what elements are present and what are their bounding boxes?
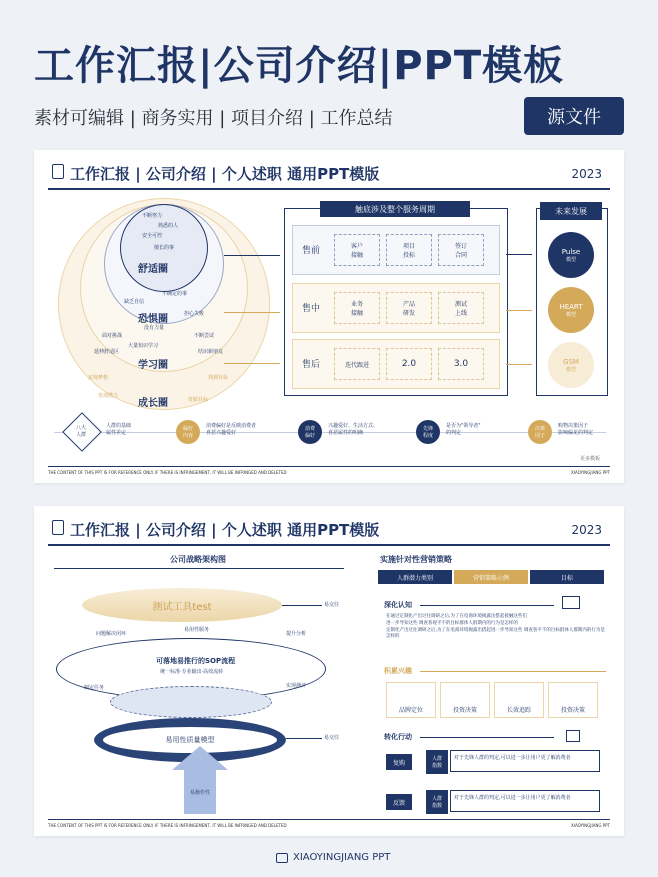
timeline-badge: 决策 因子 bbox=[528, 420, 552, 444]
action-text: 对于先锋人群的判定,可以进一步让用户更了解消费者 bbox=[450, 790, 600, 812]
title-divider bbox=[48, 188, 610, 190]
action-tag: 反馈 bbox=[386, 794, 412, 810]
up-arrow-icon bbox=[172, 746, 228, 770]
timeline-text: 是否为"领导者" 的判定 bbox=[446, 423, 481, 436]
ring-note: 担心失败 bbox=[184, 311, 205, 317]
ring-learn-label: 学习圈 bbox=[138, 360, 168, 371]
board-icon bbox=[562, 596, 580, 609]
action-badge: 人群 指数 bbox=[426, 790, 448, 814]
row-cell: 测试 上线 bbox=[438, 292, 484, 324]
ring-note: 不确定的事 bbox=[162, 291, 188, 297]
connector-line bbox=[506, 310, 532, 311]
row-label: 售前 bbox=[301, 245, 320, 256]
ring-fear-label: 恐惧圈 bbox=[138, 314, 168, 325]
model-heart[interactable] bbox=[548, 287, 594, 333]
service-title: 触底涉及整个服务周期 bbox=[320, 201, 470, 217]
section-interest: 积累兴趣 bbox=[384, 667, 412, 675]
ring-note: 缺乏自信 bbox=[124, 299, 145, 305]
row-cell: 3.0 bbox=[438, 348, 484, 380]
connector-line bbox=[506, 364, 532, 365]
card-label: 投资决策 bbox=[560, 707, 585, 714]
connector-line bbox=[224, 255, 280, 256]
timeline-badge: 消费 偏好 bbox=[298, 420, 322, 444]
left-section-title: 公司战略架构图 bbox=[170, 555, 226, 564]
page-title: 工作汇报|公司介绍|PPT模板 bbox=[34, 43, 565, 89]
timeline-text: 购物决策因子 影响偏见的判定 bbox=[558, 423, 594, 436]
row-cell: 产品 研发 bbox=[386, 292, 432, 324]
section-rule bbox=[420, 605, 554, 606]
ring-note: 擅长的事 bbox=[154, 245, 175, 251]
ring-note: 没有力量 bbox=[144, 325, 165, 331]
action-tag: 复购 bbox=[386, 754, 412, 770]
model-pulse[interactable] bbox=[548, 232, 594, 278]
model-label: 易用性质量模型 bbox=[165, 736, 215, 744]
row-label: 售中 bbox=[301, 303, 320, 314]
row-cell: 签订 合同 bbox=[438, 234, 484, 266]
connector-line bbox=[224, 312, 280, 313]
ring-note: 熟悉的人 bbox=[158, 223, 179, 229]
model-sub: 模型 bbox=[565, 256, 576, 263]
ring-note: 结识新朋友 bbox=[198, 349, 224, 355]
sop-title: 可落地易推行的SOP流程 bbox=[156, 657, 236, 665]
footer-disclaimer: THE CONTENT OF THIS PPT IS FOR REFERENCE ONLY. IF THERE IS INFRINGEMENT, IT WILL BE INFRINGED AND DELETED bbox=[48, 823, 287, 828]
model-name: HEART bbox=[559, 302, 583, 311]
slide-title: 工作汇报 | 公司介绍 | 个人述职 通用PPT模版 bbox=[70, 521, 380, 539]
orbit-point: 提升分析 bbox=[286, 631, 307, 637]
row-cell: 客户 接触 bbox=[334, 234, 380, 266]
sop-subtitle: 统一标准·专业输出·高效流转 bbox=[160, 669, 224, 675]
ring-comfort-label: 舒适圈 bbox=[138, 264, 168, 275]
future-title: 未来发展 bbox=[540, 202, 602, 220]
ring-grow-label: 成长圈 bbox=[138, 398, 168, 409]
leader-line bbox=[282, 605, 322, 606]
orbit-point: 实现测评 bbox=[286, 683, 307, 689]
section-action: 转化行动 bbox=[384, 733, 412, 741]
action-badge: 人群 指数 bbox=[426, 750, 448, 774]
timeline-badge: 先锋 程度 bbox=[416, 420, 440, 444]
footer-brand: XIAOYINGJIANG PPT bbox=[571, 470, 610, 475]
card-label: 投资决策 bbox=[452, 707, 477, 714]
ring-note: 不断努力 bbox=[142, 213, 163, 219]
clipboard-icon bbox=[52, 164, 64, 179]
source-file-button[interactable]: 源文件 bbox=[524, 97, 624, 135]
slide-title: 工作汇报 | 公司介绍 | 个人述职 通用PPT模版 bbox=[70, 165, 380, 183]
row-cell: 项目 投标 bbox=[386, 234, 432, 266]
slide-footer bbox=[48, 819, 610, 828]
action-text: 对于先锋人群的判定,可以进一步让用户更了解消费者 bbox=[450, 750, 600, 772]
footer-disclaimer: THE CONTENT OF THIS PPT IS FOR REFERENCE ONLY. IF THERE IS INFRINGEMENT, IT WILL BE INFRINGED AND DELETED bbox=[48, 470, 287, 475]
connector-line bbox=[224, 363, 280, 364]
slide-preview-2[interactable] bbox=[34, 506, 624, 836]
row-cell: 迭代跟进 bbox=[334, 348, 380, 380]
interest-card[interactable] bbox=[440, 682, 490, 718]
brand-logo-icon bbox=[276, 853, 288, 863]
page-subtitle: 素材可编辑 | 商务实用 | 项目介绍 | 工作总结 bbox=[34, 108, 393, 129]
interest-card[interactable] bbox=[386, 682, 436, 718]
arrow-label: 易操作性 bbox=[189, 789, 210, 796]
model-name: GSM bbox=[563, 357, 579, 366]
model-name: Pulse bbox=[561, 247, 581, 256]
leader-line bbox=[286, 738, 322, 739]
mid-ellipse bbox=[110, 686, 272, 718]
orbit-point: 问题解决闭环 bbox=[96, 631, 127, 637]
ring-note: 发现潜力 bbox=[98, 393, 119, 399]
model-sub: 模型 bbox=[565, 311, 576, 318]
slide-footer bbox=[48, 466, 610, 475]
tab-crowd[interactable]: 人群潜力类别 bbox=[378, 570, 452, 584]
side-label: 易交往 bbox=[324, 602, 340, 608]
tab-goal[interactable]: 目标 bbox=[530, 570, 604, 584]
timeline-badge: 偏好 内容 bbox=[176, 420, 200, 444]
row-cell: 2.0 bbox=[386, 348, 432, 380]
ring-diagram bbox=[58, 198, 268, 408]
orbit-point: 制定任务 bbox=[84, 685, 105, 691]
section-rule bbox=[420, 737, 554, 738]
ring-note: 实现梦想 bbox=[88, 375, 109, 381]
section-underline bbox=[54, 568, 344, 569]
test-label: 测试工具test bbox=[152, 601, 212, 613]
interest-card[interactable] bbox=[494, 682, 544, 718]
slide-year: 2023 bbox=[571, 523, 602, 537]
orbit-point: 易用性服务 bbox=[184, 627, 210, 633]
ring-note: 不断尝试 bbox=[194, 333, 215, 339]
ring-note: 大量知识学习 bbox=[128, 343, 159, 349]
bullet-item: 定制化产出过往调研之后,为了在电商环境揭露出搭起进一步导知这些 调查客平不的目标群体人群期内的行为是怎样的 bbox=[386, 627, 605, 640]
bullet-item: 在通过定制化产出过往调研之后,为了在电商环境揭露出搭起接触这些们 bbox=[386, 614, 527, 619]
connector-line bbox=[506, 254, 532, 255]
terminal-icon bbox=[566, 730, 580, 742]
timeline-text: 兴趣爱好、生活方式、 喜恶属性的明确 bbox=[328, 423, 379, 436]
side-label: 易交往 bbox=[324, 735, 340, 741]
right-section-title: 实施针对性营销策略 bbox=[380, 555, 452, 564]
section-rule bbox=[420, 671, 606, 672]
card-label: 品牌定位 bbox=[398, 707, 423, 714]
timeline-note: 更多模板 bbox=[579, 456, 600, 462]
ring-note: 面对挑战 bbox=[102, 333, 123, 339]
section-deep: 深化认知 bbox=[384, 601, 412, 609]
ring-note: 延伸舒适区 bbox=[94, 349, 120, 355]
ring-note: 征服目标 bbox=[188, 397, 209, 403]
model-gsm[interactable] bbox=[548, 342, 594, 388]
brand-name: XIAOYINGJIANG PPT bbox=[293, 852, 391, 863]
ring-note: 找到目标 bbox=[208, 375, 229, 381]
bullet-item: 进一步导知这些 调查客观平不的目标群体人群期内的行为是怎样的 bbox=[386, 620, 518, 626]
brand-footer bbox=[276, 852, 390, 863]
card-label: 长效追踪 bbox=[506, 707, 531, 714]
row-cell: 业务 接触 bbox=[334, 292, 380, 324]
interest-card[interactable] bbox=[548, 682, 598, 718]
row-label: 售后 bbox=[301, 359, 320, 370]
tab-strategy[interactable]: 营销策略示例 bbox=[454, 570, 528, 584]
model-sub: 模型 bbox=[565, 366, 576, 373]
test-ellipse bbox=[82, 588, 282, 622]
slide-preview-1[interactable] bbox=[34, 150, 624, 483]
timeline-badge-text: 八大 人群 bbox=[75, 425, 86, 438]
bullet-list bbox=[386, 614, 606, 641]
footer-brand: XIAOYINGJIANG PPT bbox=[571, 823, 610, 828]
clipboard-icon bbox=[52, 520, 64, 535]
timeline-text: 消费偏好是反映消费者 喜恶兴趣爱好 bbox=[206, 423, 257, 436]
arrow-shaft bbox=[184, 770, 216, 814]
title-divider bbox=[48, 544, 610, 546]
timeline-text: 人群的基础 属性差定 bbox=[106, 423, 132, 436]
ring-note: 安全可控 bbox=[142, 233, 163, 239]
slide-year: 2023 bbox=[571, 167, 602, 181]
